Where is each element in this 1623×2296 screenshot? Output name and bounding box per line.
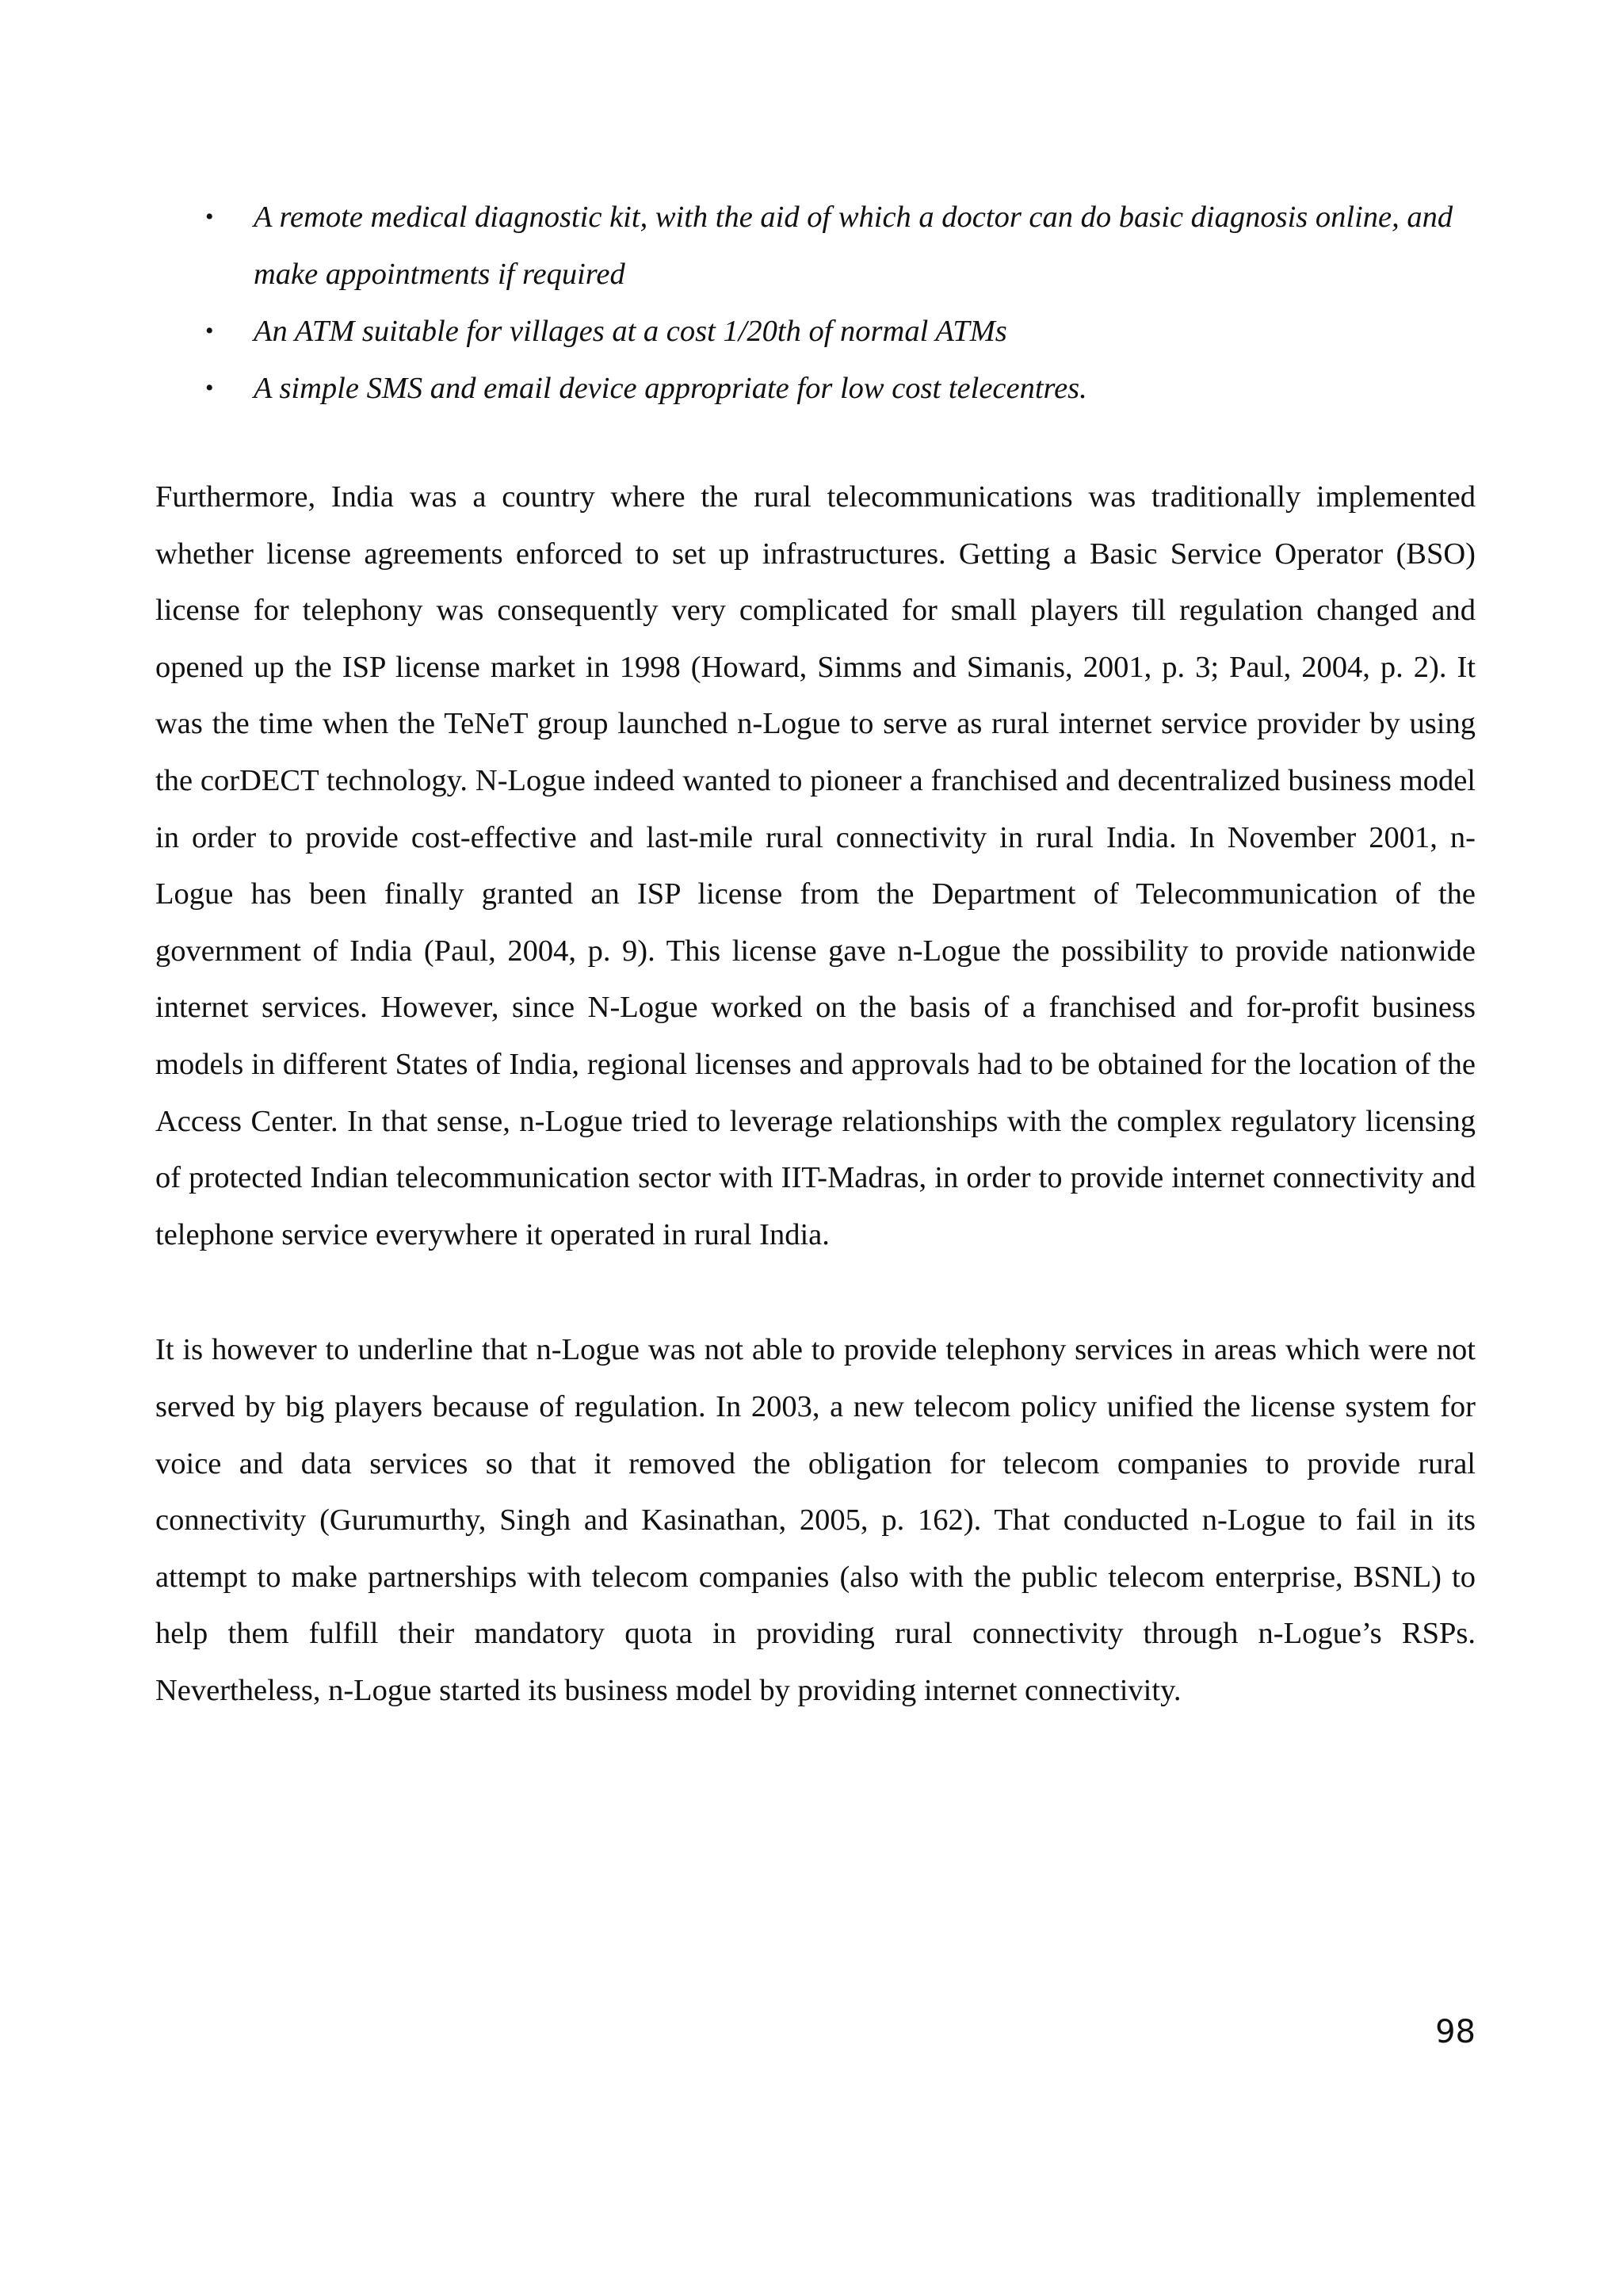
page-number: 98	[1435, 2014, 1476, 2050]
bullet-item	[155, 360, 1476, 417]
bullet-text: An ATM suitable for villages at a cost 1/20th of normal ATMs	[254, 315, 1007, 348]
bullet-text: A simple SMS and email device appropriate for low cost telecentres.	[254, 372, 1087, 405]
bullet-text: A remote medical diagnostic kit, with the aid of which a doctor can do basic diagnosis online, and make appointments if required	[254, 201, 1453, 291]
bullet-icon: •	[205, 375, 214, 401]
body-paragraph: Furthermore, India was a country where the rural telecommunications was traditionally implemented whether license agreements enforced to set up infrastructures. Getting a Basic Service Operator (BSO) license for telephony was consequently very complicated for small players till regulation changed and opened up the ISP license market in 1998 (Howard, Simms and Simanis, 2001, p. 3; Paul, 2004, p. 2). It was the time when the TeNeT group launched n-Logue to serve as rural internet service provider by using the corDECT technology. N-Logue indeed wanted to pioneer a franchised and decentralized business model in order to provide cost-effective and last-mile rural connectivity in rural India. In November 2001, n-Logue has been finally granted an ISP license from the Department of Telecommunication of the government of India (Paul, 2004, p. 9). This license gave n-Logue the possibility to provide nationwide internet services. However, since N-Logue worked on the basis of a franchised and for-profit business models in different States of India, regional licenses and approvals had to be obtained for the location of the Access Center. In that sense, n-Logue tried to leverage relationships with the complex regulatory licensing of protected Indian telecommunication sector with IIT-Madras, in order to provide internet connectivity and telephone service everywhere it operated in rural India.	[155, 480, 1476, 1251]
bullet-item	[155, 303, 1476, 360]
bullet-list	[155, 189, 1476, 417]
body-paragraph: It is however to underline that n-Logue was not able to provide telephony services in areas which were not served by big players because of regulation. In 2003, a new telecom policy unified the license system for voice and data services so that it removed the obligation for telecom companies to provide rural connectivity (Gurumurthy, Singh and Kasinathan, 2005, p. 162). That conducted n-Logue to fail in its attempt to make partnerships with telecom companies (also with the public telecom enterprise, BSNL) to help them fulfill their mandatory quota in providing rural connectivity through n-Logue’s RSPs. Nevertheless, n-Logue started its business model by providing internet connectivity.	[155, 1333, 1476, 1707]
bullet-icon: •	[205, 204, 214, 230]
bullet-icon: •	[205, 318, 214, 344]
page-content	[155, 189, 1476, 1719]
bullet-item	[155, 189, 1476, 303]
